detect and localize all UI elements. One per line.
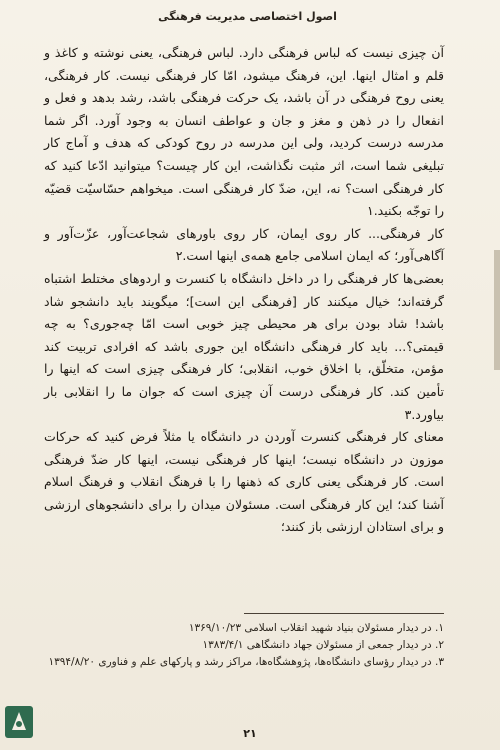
paragraph: کار فرهنگی... کار روی ایمان، کار روی باورهای شجاعت‌آور، عزّت‌آور و آگاهی‌آور؛ که ایمان اسلامی جامع همه‌ی اینها است.۲ <box>44 225 444 264</box>
footnote: ۲. در دیدار جمعی از مسئولان جهاد دانشگاهی ۱۳۸۳/۴/۱ <box>202 639 444 651</box>
page-edge-shadow <box>494 250 500 370</box>
footnote: ۱. در دیدار مسئولان بنیاد شهید انقلاب اسلامی ۱۳۶۹/۱۰/۲۳ <box>188 622 444 634</box>
footnote-divider <box>244 613 444 614</box>
paragraph: بعضی‌ها کار فرهنگی را در داخل دانشگاه با کنسرت و اردوهای مختلط اشتباه گرفته‌اند؛ خیال میکنند کار [فرهنگی این است]؛ میگویند باید دانشجو شاد باشد! شاد بودن برای هر محیطی چیز خوبی است امّا چه‌جوری؟ به چه قیمتی؟... باید کار فرهنگی دانشگاه این جوری باشد که افرادی تربیت کند مؤمن، متخلّق، با اخلاق خوب، انقلابی؛ کار فرهنگی چیزی است که اینها را تأمین کند. کار فرهنگی درست آن چیزی است که جوان ما را انقلابی بار بیاورد.۳ <box>44 270 444 422</box>
paragraph: معنای کار فرهنگی کنسرت آوردن در دانشگاه یا مثلاً فرض کنید که حرکات موزون در دانشگاه نیست؛ اینها کار فرهنگی نیست، اینها کار ضدّ فرهنگی است. کار فرهنگی یعنی کاری که ذهنها را با فرهنگ انقلاب و فرهنگ اسلام آشنا کند؛ این کار فرهنگی است. مسئولان میدان را برای دانشجوهای ارزشی و برای استادان ارزشی باز کنند؛ <box>44 429 444 535</box>
running-header: اصول اختصاصی مدیریت فرهنگی <box>158 10 337 23</box>
paragraph: آن چیزی نیست که لباس فرهنگی دارد. لباس فرهنگی، یعنی نوشته و کاغذ و قلم و امثال اینها. این، فرهنگ میشود، امّا کار فرهنگی نیست. کار فرهنگی، یعنی روح فرهنگی در آن باشد، یک حرکت فرهنگی باشد، رشد بدهد و فعل و انفعال را در ذهن و مغز و جان و عواطف انسان به وجود آورد. اگر شما مدرسه درست کردید، ولی این مدرسه در روح کودکی که هدف و آماج کار تبلیغی شما است، اثر مثبت نگذاشت، این کار چیست؟ میتوانید ادّعا کنید که کار فرهنگی است؟ نه، این، ضدّ کار فرهنگی است. میخواهم حسّاسیّت قضیّه را توجّه بکنید.۱ <box>44 45 444 219</box>
footnotes <box>44 620 444 671</box>
page-number: ۲۱ <box>243 727 257 740</box>
footnote: ۳. در دیدار رؤسای دانشگاه‌ها، پژوهشگاه‌ها، مراکز رشد و پارکهای علم و فناوری ۱۳۹۴/۸/۲۰ <box>48 656 444 668</box>
body-text <box>44 42 444 539</box>
